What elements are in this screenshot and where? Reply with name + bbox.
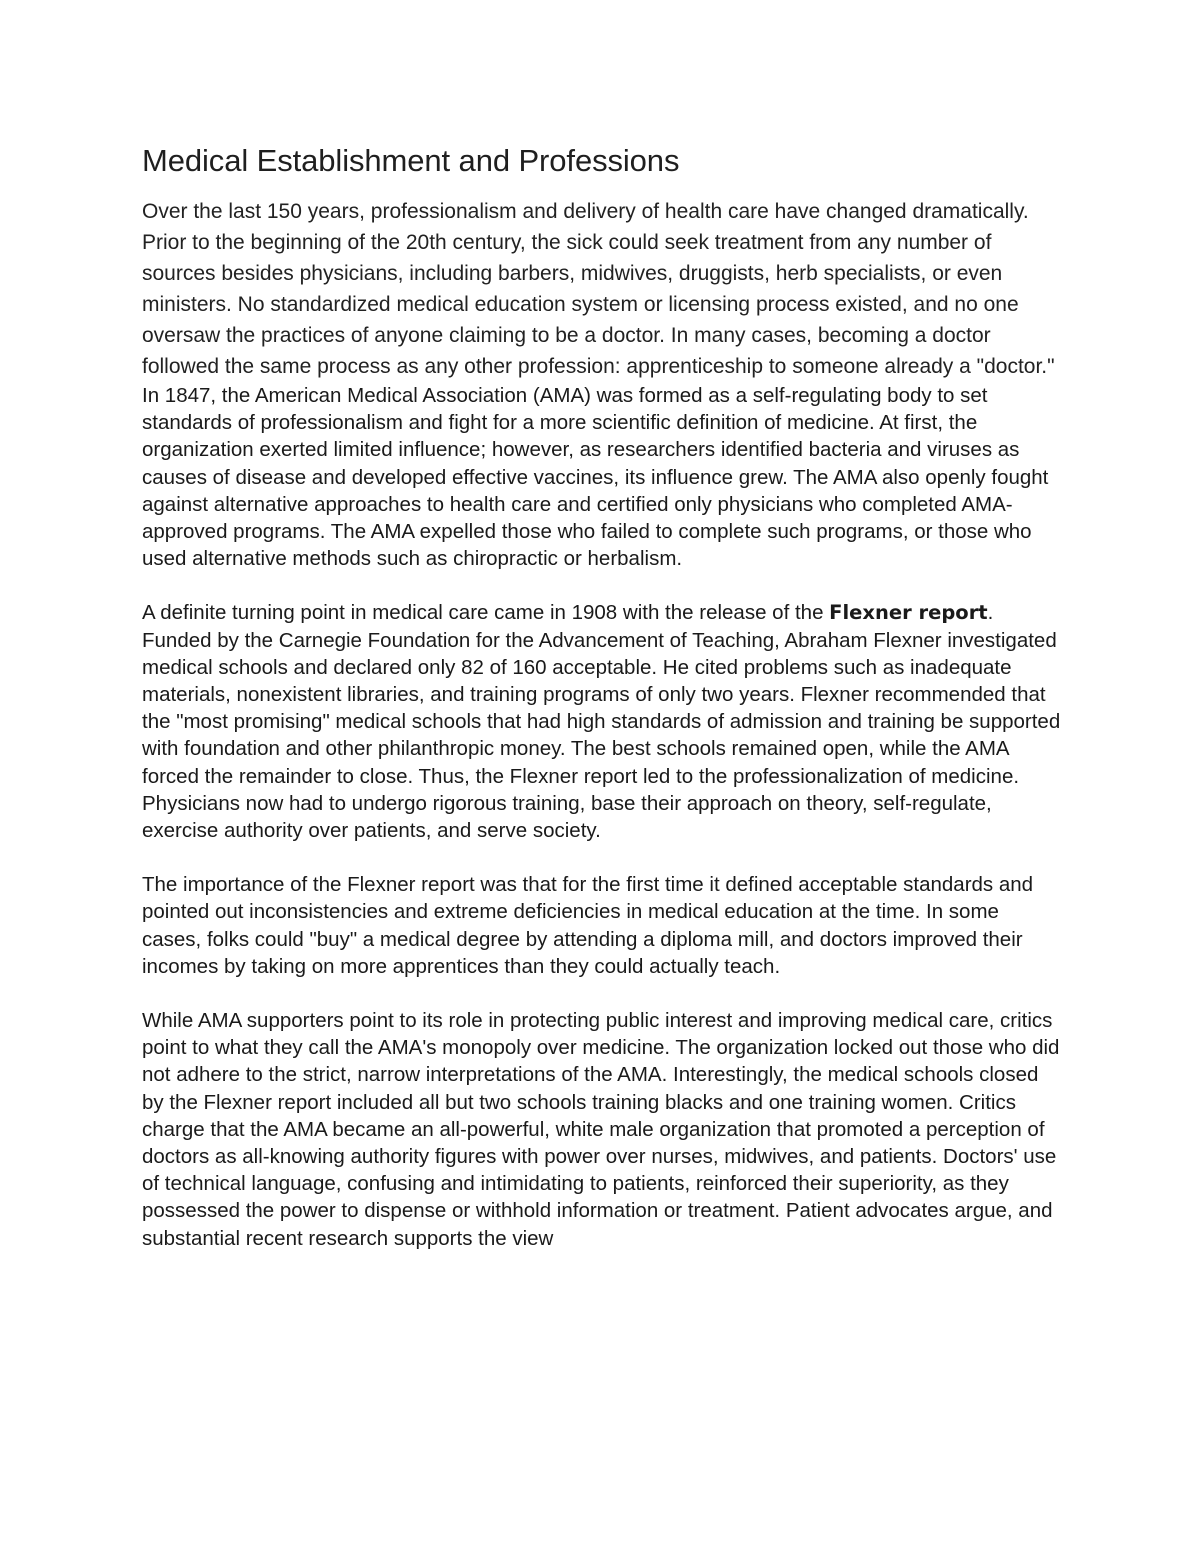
- ama-critics-paragraph: While AMA supporters point to its role in protecting public interest and improving medical care, critics point to what they call the AMA's monopoly over medicine. The organization locked out those who did not adhere to the strict, narrow interpretations of the AMA. Interestingly, the medical schools closed by the Flexner report included all but two schools training blacks and one training women. Critics charge that the AMA became an all-powerful, white male organization that promoted a perception of doctors as all-knowing authority figures with power over nurses, midwives, and patients. Doctors' use of technical language, confusing and intimidating to patients, reinforced their superiority, as they possessed the power to dispense or withhold information or treatment. Patient advocates argue, and substantial recent research supports the view: [142, 1009, 1060, 1250]
- document-title: Medical Establishment and Professions: [142, 143, 680, 178]
- document-body: [142, 140, 1062, 1252]
- flexner-report-term: Flexner report: [829, 601, 988, 625]
- flexner-importance-paragraph: The importance of the Flexner report was that for the first time it defined acceptable standards and pointed out inconsistencies and extreme deficiencies in medical education at the time. In some cases, folks could "buy" a medical degree by attending a diploma mill, and doctors improved their incomes by taking on more apprentices than they could actually teach.: [142, 873, 1034, 978]
- intro-paragraph: Over the last 150 years, professionalism and delivery of health care have changed dramatically. Prior to the beginning of the 20th century, the sick could seek treatment from any number of sources besides physicians, including barbers, midwives, druggists, herb specialists, or even ministers. No standardized medical education system or licensing process existed, and no one oversaw the practices of anyone claiming to be a doctor. In many cases, becoming a doctor followed the same process as any other profession: apprenticeship to someone already a "doctor.": [142, 200, 1055, 378]
- ama-formation-paragraph: In 1847, the American Medical Association (AMA) was formed as a self-regulating body to set standards of professionalism and fight for a more scientific definition of medicine. At first, the organization exerted limited influence; however, as researchers identified bacteria and viruses as causes of disease and developed effective vaccines, its influence grew. The AMA also openly fought against alternative approaches to health care and certified only physicians who completed AMA-approved programs. The AMA expelled those who failed to complete such programs, or those who used alternative methods such as chiropractic or herbalism.: [142, 384, 1049, 571]
- flexner-report-paragraph: [142, 599, 1062, 844]
- flexner-paragraph-start: A definite turning point in medical care came in 1908 with the release of the: [142, 601, 830, 625]
- flexner-paragraph-rest: . Funded by the Carnegie Foundation for the Advancement of Teaching, Abraham Flexner investigated medical schools and declared only 82 of 160 acceptable. He cited problems such as inadequate materials, nonexistent libraries, and training programs of only two years. Flexner recommended that the "most promising" medical schools that had high standards of admission and training be supported with foundation and other philanthropic money. The best schools remained open, while the AMA forced the remainder to close. Thus, the Flexner report led to the professionalization of medicine. Physicians now had to undergo rigorous training, base their approach on theory, self-regulate, exercise authority over patients, and serve society.: [142, 601, 1061, 843]
